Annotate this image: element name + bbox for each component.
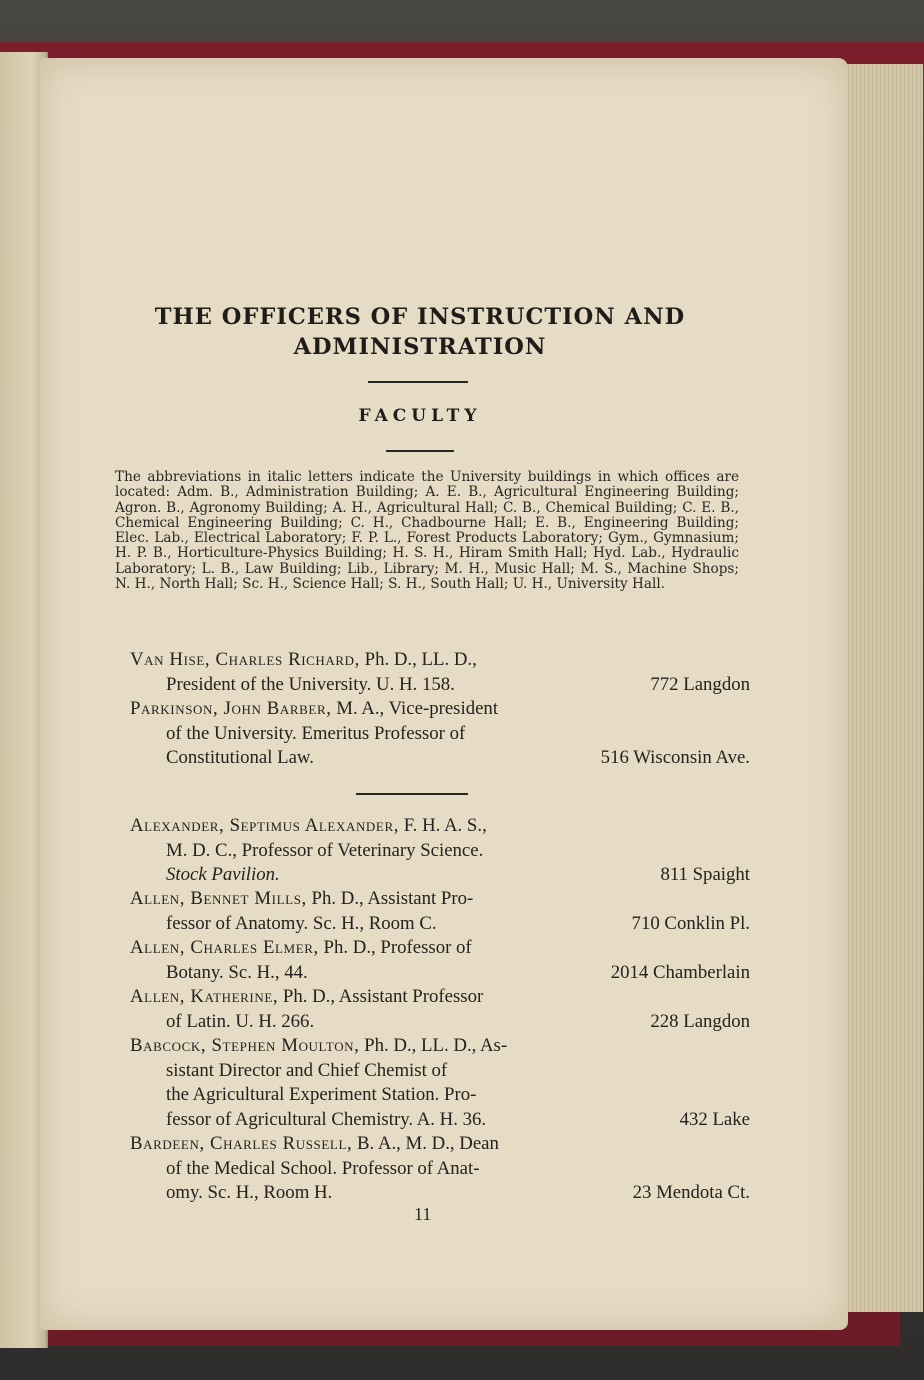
faculty-entry: [130, 985, 750, 1034]
entry-line: Constitutional Law.: [166, 747, 314, 768]
entry-line: Ph. D., Assistant Pro-: [311, 888, 474, 909]
entry-name: Allen, Charles Elmer,: [130, 937, 319, 958]
entry-line: omy. Sc. H., Room H.: [166, 1182, 333, 1203]
faculty-entry: [130, 697, 750, 771]
book-page: [40, 58, 848, 1330]
entry-line: sistant Director and Chief Chemist of: [166, 1059, 448, 1081]
page-block-edges: [836, 64, 923, 1312]
entry-line: of Latin. U. H. 266.: [166, 1010, 315, 1032]
entry-line: of the University. Emeritus Professor of: [166, 722, 466, 744]
rule-under-section-title: [386, 450, 454, 452]
entry-line: Ph. D., Assistant Professor: [282, 986, 484, 1007]
entry-address: 710 Conklin Pl.: [631, 912, 750, 934]
faculty-entry: [130, 936, 750, 985]
entry-address: 2014 Chamberlain: [610, 961, 750, 983]
entry-line: fessor of Anatomy. Sc. H., Room C.: [166, 912, 437, 934]
entry-line: M. A., Vice-president: [336, 698, 499, 719]
entry-address: 516 Wisconsin Ave.: [600, 747, 750, 768]
section-title: FACULTY: [358, 406, 482, 426]
page-heading: [40, 302, 800, 362]
entry-name: Allen, Bennet Mills,: [130, 888, 307, 909]
entry-line: Botany. Sc. H., 44.: [166, 961, 308, 983]
entry-line: B. A., M. D., Dean: [357, 1133, 499, 1154]
entry-line: of the Medical School. Professor of Anat-: [166, 1157, 480, 1179]
faculty-entry: [130, 648, 750, 697]
entry-name: Babcock, Stephen Moulton,: [130, 1035, 360, 1056]
entry-line: Ph. D., LL. D., As-: [364, 1035, 508, 1056]
entry-address: 772 Langdon: [650, 673, 750, 695]
entry-line: F. H. A. S.,: [403, 815, 487, 836]
entry-line: M. D. C., Professor of Veterinary Science.: [166, 839, 484, 861]
entry-name: Van Hise, Charles Richard,: [130, 649, 360, 670]
heading-line-1: THE OFFICERS OF INSTRUCTION AND: [154, 304, 686, 330]
entry-name: Bardeen, Charles Russell,: [130, 1133, 353, 1154]
page-number: 11: [414, 1204, 432, 1224]
entry-name: Alexander, Septimus Alexander,: [130, 815, 400, 836]
abbreviations-note: The abbreviations in italic letters indicate the University buildings in which offices are located: Adm. B., Administration Building; A. E. B., Agricultural Engineering Building; Agron. B., Agronomy Building; A. H., Agricultural Hall; C. B., Chemical Building; C. E. B., Chemical Engineering Building; C. H., Chadbourne Hall; E. B., Engineering Building; Elec. Lab., Electrical Laboratory; F. P. L., Forest Products Laboratory; Gym., Gymnasium; H. P. B., Horticulture-Physics Building; H. S. H., Hiram Smith Hall; Hyd. Lab., Hydraulic Laboratory; L. B., Law Building; Lib., Library; M. H., Music Hall; M. S., Machine Shops; N. H., North Hall; Sc. H., Science Hall; S. H., South Hall; U. H., University Hall.: [115, 469, 739, 593]
entry-address: 811 Spaight: [660, 864, 750, 885]
entry-name: Parkinson, John Barber,: [130, 698, 332, 719]
entry-address: 23 Mendota Ct.: [632, 1182, 750, 1203]
rule-under-heading: [368, 381, 468, 383]
entry-line: Ph. D., Professor of: [323, 937, 472, 958]
section-divider: [356, 793, 468, 795]
entry-address: 432 Lake: [679, 1108, 750, 1130]
faculty-entry: [130, 1132, 750, 1206]
heading-line-2: ADMINISTRATION: [293, 334, 547, 360]
faculty-entry: [130, 1034, 750, 1132]
entry-line: President of the University. U. H. 158.: [166, 673, 455, 695]
entry-name: Allen, Katherine,: [130, 986, 279, 1007]
faculty-entry: [130, 887, 750, 936]
entry-line: fessor of Agricultural Chemistry. A. H. 36.: [166, 1108, 487, 1130]
entry-line: Stock Pavilion.: [166, 864, 280, 885]
entry-line: the Agricultural Experiment Station. Pro-: [166, 1084, 477, 1105]
entry-line: Ph. D., LL. D.,: [364, 649, 477, 670]
entry-address: 228 Langdon: [650, 1010, 750, 1032]
faculty-entry: [130, 814, 750, 888]
